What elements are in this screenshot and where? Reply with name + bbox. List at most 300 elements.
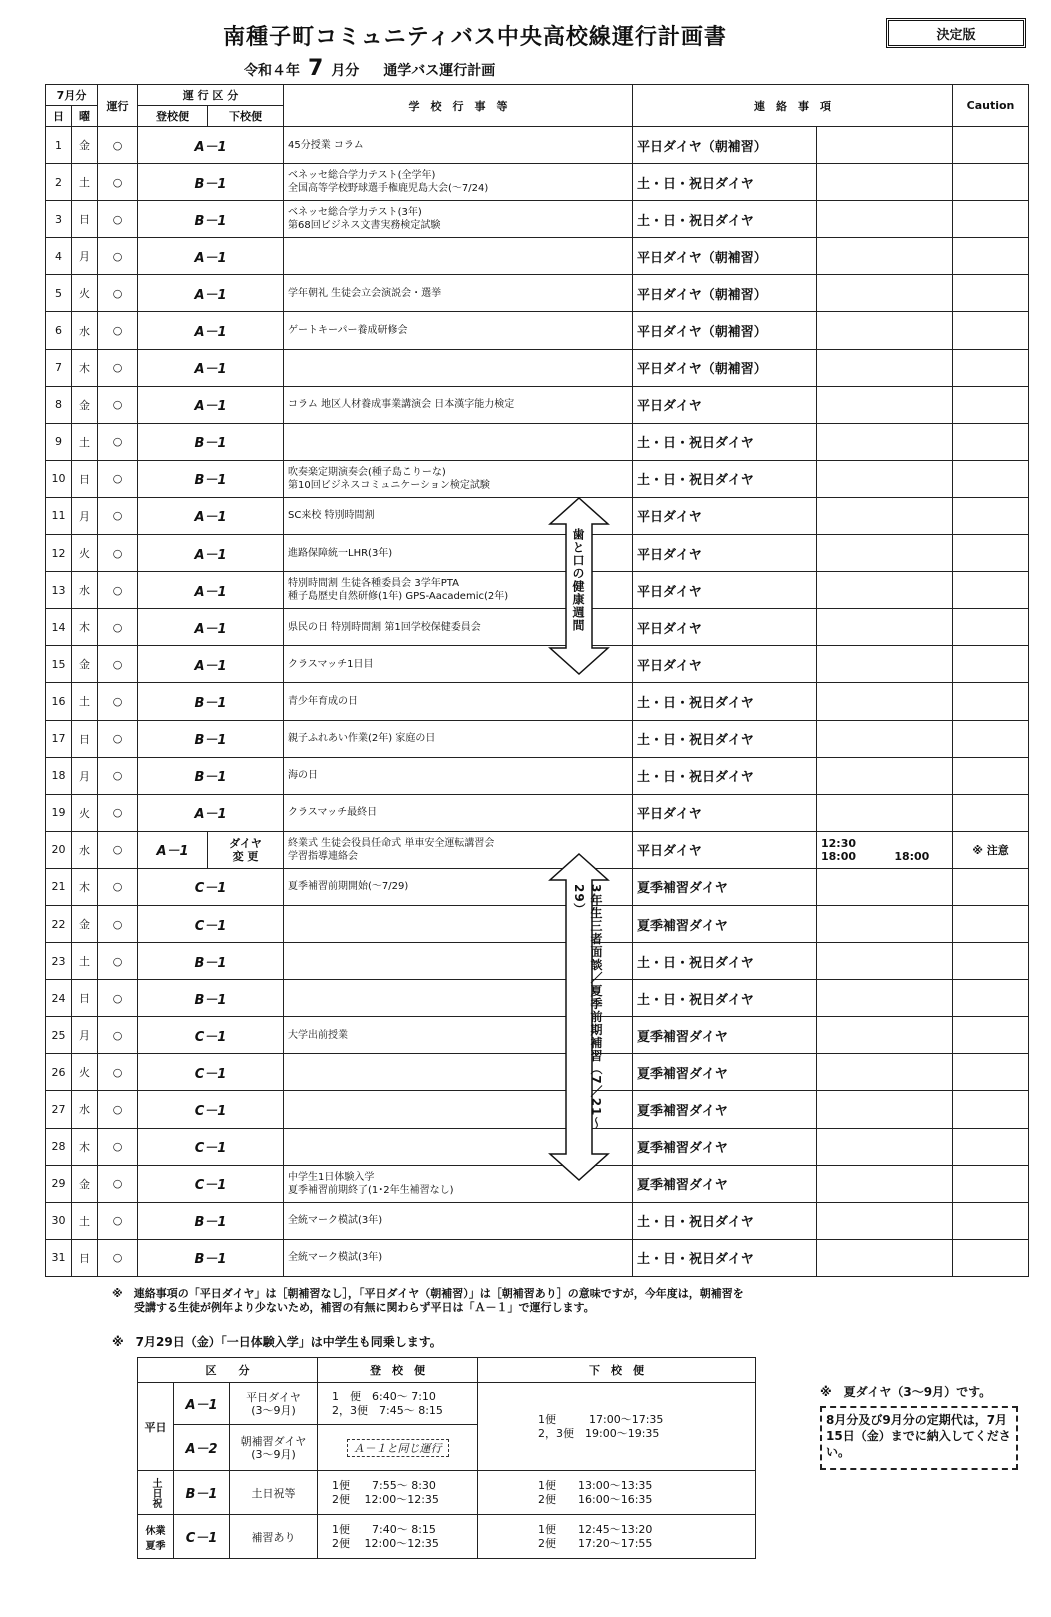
table-row bbox=[46, 1091, 1029, 1128]
health-week-label: 歯と口の健康週間 bbox=[571, 528, 585, 632]
day-cell: 5 bbox=[46, 275, 72, 312]
operation-cell: ○ bbox=[98, 535, 138, 572]
summer-note: ※ 夏ダイヤ（3～9月）です。 bbox=[820, 1385, 992, 1399]
day-cell: 24 bbox=[46, 980, 72, 1017]
diagram-cell: 夏季補習ダイヤ bbox=[633, 1017, 817, 1054]
day-cell: 30 bbox=[46, 1202, 72, 1239]
contact-note bbox=[817, 1202, 953, 1239]
event-line-1: コラム 地区人材養成事業講演会 日本漢字能力検定 bbox=[288, 399, 515, 411]
event-line-2: 全国高等学校野球選手権鹿児島大会(～7/24) bbox=[288, 183, 489, 195]
operation-cell: ○ bbox=[98, 386, 138, 423]
weekday-cell: 月 bbox=[72, 757, 98, 794]
route-code: B－1 bbox=[138, 164, 284, 201]
a1-to-times: 1 便 6:40～ 7:10 2，3便 7:45～ 8:15 bbox=[318, 1383, 478, 1425]
diagram-cell: 夏季補習ダイヤ bbox=[633, 1165, 817, 1202]
day-cell: 16 bbox=[46, 683, 72, 720]
route-code: C－1 bbox=[138, 1128, 284, 1165]
day-cell: 31 bbox=[46, 1239, 72, 1276]
table-row bbox=[46, 164, 1029, 201]
events-cell bbox=[284, 312, 633, 349]
operation-cell: ○ bbox=[98, 349, 138, 386]
operation-cell: ○ bbox=[98, 164, 138, 201]
caution-cell bbox=[953, 572, 1029, 609]
route-code: B－1 bbox=[138, 201, 284, 238]
route-code: B－1 bbox=[138, 683, 284, 720]
page-title: 南種子町コミュニティバス中央高校線運行計画書 bbox=[223, 25, 727, 50]
caution-cell bbox=[953, 868, 1029, 905]
contact-note bbox=[817, 572, 953, 609]
operation-cell: ○ bbox=[98, 460, 138, 497]
event-line-2: 第68回ビジネス文書実務検定試験 bbox=[288, 220, 441, 232]
contact-note bbox=[817, 497, 953, 534]
contact-note bbox=[817, 312, 953, 349]
contact-note bbox=[817, 905, 953, 942]
day-cell: 3 bbox=[46, 201, 72, 238]
route-code: A－1 bbox=[138, 646, 284, 683]
event-line-1: ベネッセ総合学力テスト(3年) bbox=[288, 207, 422, 219]
weekday-cell: 水 bbox=[72, 312, 98, 349]
caution-cell bbox=[953, 943, 1029, 980]
events-cell bbox=[284, 164, 633, 201]
day-cell: 23 bbox=[46, 943, 72, 980]
day-cell: 25 bbox=[46, 1017, 72, 1054]
event-line-2: 学習指導連絡会 bbox=[288, 850, 358, 862]
events-cell bbox=[284, 238, 633, 275]
diagram-cell: 土・日・祝日ダイヤ bbox=[633, 423, 817, 460]
table-row bbox=[46, 980, 1029, 1017]
note-line-2: 受講する生徒が例年より少ないため，補習の有無に関わらず平日は「Ａ－１」で運行します。 bbox=[112, 1301, 595, 1314]
diagram-cell: 夏季補習ダイヤ bbox=[633, 1091, 817, 1128]
weekday-cell: 水 bbox=[72, 1091, 98, 1128]
table-row bbox=[46, 1165, 1029, 1202]
month-number: 7 bbox=[308, 56, 324, 81]
contact-note bbox=[817, 757, 953, 794]
event-line-1: クラスマッチ最終日 bbox=[288, 807, 378, 819]
contact-note bbox=[817, 238, 953, 275]
operation-cell: ○ bbox=[98, 646, 138, 683]
caution-cell bbox=[953, 127, 1029, 164]
table-row bbox=[46, 127, 1029, 164]
operation-cell: ○ bbox=[98, 683, 138, 720]
operation-cell: ○ bbox=[98, 1091, 138, 1128]
table-row bbox=[46, 831, 1029, 868]
table-row bbox=[46, 757, 1029, 794]
diagram-cell: 夏季補習ダイヤ bbox=[633, 868, 817, 905]
operation-cell: ○ bbox=[98, 720, 138, 757]
weekday-cell: 土 bbox=[72, 683, 98, 720]
events-cell bbox=[284, 349, 633, 386]
contact-note bbox=[817, 1091, 953, 1128]
route-code: A－1 bbox=[138, 127, 284, 164]
diagram-cell: 平日ダイヤ（朝補習） bbox=[633, 312, 817, 349]
table-row bbox=[46, 1239, 1029, 1276]
events-cell bbox=[284, 127, 633, 164]
events-cell bbox=[284, 1202, 633, 1239]
table-row bbox=[46, 349, 1029, 386]
table-row bbox=[46, 201, 1029, 238]
events-cell bbox=[284, 794, 633, 831]
events-header: 学 校 行 事 等 bbox=[284, 85, 633, 127]
diagram-cell: 夏季補習ダイヤ bbox=[633, 1054, 817, 1091]
event-line-1: 学年朝礼 生徒会立会演説会・選挙 bbox=[288, 287, 442, 299]
operation-cell: ○ bbox=[98, 238, 138, 275]
day-cell: 8 bbox=[46, 386, 72, 423]
table-row bbox=[46, 1202, 1029, 1239]
diagram-cell: 土・日・祝日ダイヤ bbox=[633, 720, 817, 757]
b1-name: 土日祝等 bbox=[230, 1471, 318, 1515]
contact-note bbox=[817, 127, 953, 164]
operation-cell: ○ bbox=[98, 1202, 138, 1239]
weekday-cell: 金 bbox=[72, 905, 98, 942]
section-header: 運 行 区 分 bbox=[138, 85, 284, 106]
contact-note bbox=[817, 386, 953, 423]
plan-kind: 通学バス運行計画 bbox=[383, 63, 496, 79]
diagram-cell: 土・日・祝日ダイヤ bbox=[633, 164, 817, 201]
time-note: 12:30 18:00 18:00 bbox=[817, 831, 953, 868]
event-line-1: 進路保障統一LHR(3年) bbox=[288, 547, 393, 559]
contact-note bbox=[817, 1017, 953, 1054]
day-cell: 14 bbox=[46, 609, 72, 646]
event-line-1: ベネッセ総合学力テスト(全学年) bbox=[288, 170, 436, 182]
c1-to-times: 1便 7:40～ 8:15 2便 12:00～12:35 bbox=[318, 1515, 478, 1559]
weekday-cell: 土 bbox=[72, 943, 98, 980]
note-line-1: ※ 連絡事項の「平日ダイヤ」は［朝補習なし］，「平日ダイヤ（朝補習）」は［朝補習あり］の意味ですが，今年度は，朝補習を bbox=[112, 1287, 744, 1300]
caution-cell bbox=[953, 275, 1029, 312]
weekday-cell: 木 bbox=[72, 349, 98, 386]
route-code: A－1 bbox=[138, 386, 284, 423]
event-line-1: 全統マーク模試(3年) bbox=[288, 1215, 383, 1227]
day-cell: 11 bbox=[46, 497, 72, 534]
route-code: C－1 bbox=[138, 868, 284, 905]
to-school-header: 登校便 bbox=[138, 106, 208, 127]
table-row bbox=[46, 905, 1029, 942]
route-code: C－1 bbox=[138, 1054, 284, 1091]
weekday-cell: 日 bbox=[72, 720, 98, 757]
operation-cell: ○ bbox=[98, 275, 138, 312]
contact-note bbox=[817, 1239, 953, 1276]
table-row bbox=[46, 720, 1029, 757]
route-code: C－1 bbox=[138, 1165, 284, 1202]
table-row bbox=[46, 275, 1029, 312]
contact-note bbox=[817, 1128, 953, 1165]
event-line-1: 中学生1日体験入学 bbox=[288, 1171, 375, 1183]
route-code: C－1 bbox=[138, 1017, 284, 1054]
a1-name: 平日ダイヤ (3～9月) bbox=[230, 1383, 318, 1425]
contact-note bbox=[817, 609, 953, 646]
caution-cell bbox=[953, 460, 1029, 497]
event-line-1: 大学出前授業 bbox=[288, 1029, 348, 1041]
caution-cell bbox=[953, 794, 1029, 831]
event-line-1: SC来校 特別時間割 bbox=[288, 510, 375, 522]
weekday-cell: 水 bbox=[72, 572, 98, 609]
caution-cell bbox=[953, 905, 1029, 942]
diagram-cell: 土・日・祝日ダイヤ bbox=[633, 757, 817, 794]
sub-from-header: 下 校 便 bbox=[478, 1358, 756, 1383]
table-row bbox=[46, 386, 1029, 423]
diagram-cell: 夏季補習ダイヤ bbox=[633, 1128, 817, 1165]
operation-cell: ○ bbox=[98, 794, 138, 831]
event-line-1: 特別時間割 生徒各種委員会 3学年PTA bbox=[288, 578, 459, 590]
weekday-cell: 木 bbox=[72, 868, 98, 905]
contact-header: 連 絡 事 項 bbox=[633, 85, 953, 127]
route-code: A－1 bbox=[138, 312, 284, 349]
route-code: A－1 bbox=[138, 535, 284, 572]
note-line-3: ※ 7月29日（金）「一日体験入学」は中学生も同乗します。 bbox=[112, 1335, 442, 1349]
contact-note bbox=[817, 164, 953, 201]
caution-cell bbox=[953, 1054, 1029, 1091]
day-cell: 29 bbox=[46, 1165, 72, 1202]
day-header: 日 bbox=[46, 106, 72, 127]
route-code: C－1 bbox=[138, 1091, 284, 1128]
diagram-cell: 平日ダイヤ（朝補習） bbox=[633, 127, 817, 164]
weekday-cell: 日 bbox=[72, 980, 98, 1017]
diagram-cell: 平日ダイヤ bbox=[633, 572, 817, 609]
caution-cell bbox=[953, 423, 1029, 460]
weekday-cell: 土 bbox=[72, 1202, 98, 1239]
weekday-cell: 火 bbox=[72, 535, 98, 572]
table-row bbox=[46, 423, 1029, 460]
code-c1: C－1 bbox=[174, 1515, 230, 1559]
weekday-cell: 月 bbox=[72, 238, 98, 275]
events-cell bbox=[284, 683, 633, 720]
operation-cell: ○ bbox=[98, 905, 138, 942]
day-cell: 28 bbox=[46, 1128, 72, 1165]
page-subtitle bbox=[244, 56, 495, 81]
caution-cell bbox=[953, 1128, 1029, 1165]
weekday-cell: 火 bbox=[72, 275, 98, 312]
events-cell bbox=[284, 1239, 633, 1276]
caution-cell bbox=[953, 386, 1029, 423]
event-line-1: 県民の日 特別時間割 第1回学校保健委員会 bbox=[288, 621, 481, 633]
caution-header: Caution bbox=[953, 85, 1029, 127]
status-badge: 決定版 bbox=[886, 18, 1026, 48]
caution-cell bbox=[953, 980, 1029, 1017]
from-school-header: 下校便 bbox=[208, 106, 284, 127]
diagram-cell: 平日ダイヤ bbox=[633, 831, 817, 868]
event-line-1: 夏季補習前期開始(～7/29) bbox=[288, 881, 409, 893]
day-cell: 21 bbox=[46, 868, 72, 905]
weekday-header: 曜 bbox=[72, 106, 98, 127]
operation-cell: ○ bbox=[98, 757, 138, 794]
caution-cell bbox=[953, 1202, 1029, 1239]
table-row bbox=[46, 312, 1029, 349]
event-line-1: 終業式 生徒会役員任命式 単車安全運転講習会 bbox=[288, 837, 495, 849]
event-line-1: ゲートキーパー養成研修会 bbox=[288, 325, 408, 337]
route-code: B－1 bbox=[138, 460, 284, 497]
operation-cell: ○ bbox=[98, 423, 138, 460]
table-row bbox=[46, 1017, 1029, 1054]
caution-cell bbox=[953, 609, 1029, 646]
route-code: A－1 bbox=[138, 238, 284, 275]
route-code: C－1 bbox=[138, 905, 284, 942]
day-cell: 27 bbox=[46, 1091, 72, 1128]
operation-cell: ○ bbox=[98, 497, 138, 534]
weekday-label: 平日 bbox=[138, 1383, 174, 1471]
contact-note bbox=[817, 794, 953, 831]
contact-note bbox=[817, 943, 953, 980]
diagram-cell: 土・日・祝日ダイヤ bbox=[633, 683, 817, 720]
route-code: A－1 bbox=[138, 275, 284, 312]
diagram-cell: 平日ダイヤ bbox=[633, 646, 817, 683]
weekday-cell: 金 bbox=[72, 1165, 98, 1202]
table-row bbox=[46, 535, 1029, 572]
day-cell: 13 bbox=[46, 572, 72, 609]
route-code: A－1 bbox=[138, 609, 284, 646]
route-code: B－1 bbox=[138, 943, 284, 980]
weekday-cell: 日 bbox=[72, 201, 98, 238]
a2-to-note: Ａ－１と同じ運行 bbox=[318, 1425, 478, 1471]
diagram-cell: 平日ダイヤ（朝補習） bbox=[633, 238, 817, 275]
day-cell: 12 bbox=[46, 535, 72, 572]
weekday-cell: 木 bbox=[72, 609, 98, 646]
weekday-from-times: 1便 17:00～17:35 2，3便 19:00～19:35 bbox=[478, 1383, 756, 1471]
event-line-1: クラスマッチ1日目 bbox=[288, 658, 374, 670]
day-cell: 18 bbox=[46, 757, 72, 794]
operation-cell: ○ bbox=[98, 868, 138, 905]
event-line-2: 種子島歴史自然研修(1年) GPS-Aacademic(2年) bbox=[288, 591, 509, 603]
dia-change: ダイヤ 変 更 bbox=[208, 831, 284, 868]
operation-cell: ○ bbox=[98, 312, 138, 349]
month-suffix: 月分 bbox=[331, 63, 360, 79]
day-cell: 26 bbox=[46, 1054, 72, 1091]
day-cell: 19 bbox=[46, 794, 72, 831]
caution-cell bbox=[953, 497, 1029, 534]
operation-cell: ○ bbox=[98, 1017, 138, 1054]
weekday-cell: 金 bbox=[72, 386, 98, 423]
events-cell bbox=[284, 460, 633, 497]
day-cell: 1 bbox=[46, 127, 72, 164]
event-line-1: 親子ふれあい作業(2年) 家庭の日 bbox=[288, 733, 436, 745]
diagram-cell: 土・日・祝日ダイヤ bbox=[633, 201, 817, 238]
route-code: B－1 bbox=[138, 757, 284, 794]
table-row bbox=[46, 683, 1029, 720]
operation-cell: ○ bbox=[98, 127, 138, 164]
contact-note bbox=[817, 201, 953, 238]
operation-cell: ○ bbox=[98, 980, 138, 1017]
caution-cell bbox=[953, 535, 1029, 572]
event-line-1: 45分授業 コラム bbox=[288, 139, 364, 151]
contact-note bbox=[817, 1165, 953, 1202]
contact-note bbox=[817, 646, 953, 683]
event-line-2: 夏季補習前期終了(1･2年生補習なし) bbox=[288, 1184, 454, 1196]
weekday-cell: 金 bbox=[72, 127, 98, 164]
caution-cell bbox=[953, 201, 1029, 238]
summer-period-label: 3年生三者面談／夏季前期補習（7／21～29） bbox=[572, 884, 603, 1130]
diagram-cell: 土・日・祝日ダイヤ bbox=[633, 943, 817, 980]
table-row bbox=[46, 1128, 1029, 1165]
day-cell: 22 bbox=[46, 905, 72, 942]
code-b1: B－1 bbox=[174, 1471, 230, 1515]
caution-cell bbox=[953, 1165, 1029, 1202]
diagram-cell: 土・日・祝日ダイヤ bbox=[633, 1202, 817, 1239]
diagram-cell: 平日ダイヤ bbox=[633, 535, 817, 572]
events-cell bbox=[284, 386, 633, 423]
weekday-cell: 月 bbox=[72, 1017, 98, 1054]
route-code: B－1 bbox=[138, 423, 284, 460]
to-school-code: A－1 bbox=[138, 831, 208, 868]
c1-from-times: 1便 12:45～13:20 2便 17:20～17:55 bbox=[478, 1515, 756, 1559]
operation-cell: ○ bbox=[98, 609, 138, 646]
route-code: A－1 bbox=[138, 497, 284, 534]
contact-note bbox=[817, 423, 953, 460]
summer-label: 休業夏季 bbox=[138, 1515, 174, 1559]
sub-section-header: 区 分 bbox=[138, 1358, 318, 1383]
operation-cell: ○ bbox=[98, 572, 138, 609]
events-cell bbox=[284, 720, 633, 757]
caution-cell bbox=[953, 683, 1029, 720]
diagram-cell: 平日ダイヤ bbox=[633, 386, 817, 423]
events-cell bbox=[284, 275, 633, 312]
caution-cell bbox=[953, 757, 1029, 794]
table-row bbox=[46, 572, 1029, 609]
diagram-cell: 平日ダイヤ bbox=[633, 609, 817, 646]
diagram-cell: 平日ダイヤ bbox=[633, 794, 817, 831]
table-row bbox=[46, 238, 1029, 275]
contact-note bbox=[817, 275, 953, 312]
era-year: 令和４年 bbox=[244, 63, 300, 79]
diagram-cell: 平日ダイヤ bbox=[633, 497, 817, 534]
event-line-1: 全統マーク模試(3年) bbox=[288, 1252, 383, 1264]
route-code: B－1 bbox=[138, 1202, 284, 1239]
weekday-cell: 土 bbox=[72, 164, 98, 201]
operation-cell: ○ bbox=[98, 1054, 138, 1091]
operation-cell: ○ bbox=[98, 943, 138, 980]
caution-cell bbox=[953, 312, 1029, 349]
route-code: B－1 bbox=[138, 720, 284, 757]
events-cell bbox=[284, 757, 633, 794]
operation-cell: ○ bbox=[98, 1239, 138, 1276]
operation-header: 運行 bbox=[98, 85, 138, 127]
contact-note bbox=[817, 683, 953, 720]
timetable bbox=[137, 1357, 756, 1559]
caution-cell bbox=[953, 720, 1029, 757]
deadline-note: 8月分及び9月分の定期代は，7月15日（金）までに納入してください。 bbox=[820, 1406, 1018, 1470]
route-code: B－1 bbox=[138, 980, 284, 1017]
code-a1: A－1 bbox=[174, 1383, 230, 1425]
caution-cell bbox=[953, 1239, 1029, 1276]
caution-cell bbox=[953, 238, 1029, 275]
weekday-cell: 月 bbox=[72, 497, 98, 534]
route-code: A－1 bbox=[138, 349, 284, 386]
weekday-cell: 水 bbox=[72, 831, 98, 868]
day-cell: 15 bbox=[46, 646, 72, 683]
caution-cell bbox=[953, 164, 1029, 201]
diagram-cell: 夏季補習ダイヤ bbox=[633, 905, 817, 942]
table-row bbox=[46, 497, 1029, 534]
schedule-table bbox=[45, 84, 1029, 1277]
weekday-cell: 木 bbox=[72, 1128, 98, 1165]
weekday-cell: 火 bbox=[72, 794, 98, 831]
operation-cell: ○ bbox=[98, 1128, 138, 1165]
weekday-cell: 日 bbox=[72, 460, 98, 497]
b1-from-times: 1便 13:00～13:35 2便 16:00～16:35 bbox=[478, 1471, 756, 1515]
caution-cell bbox=[953, 1017, 1029, 1054]
contact-note bbox=[817, 868, 953, 905]
events-cell bbox=[284, 201, 633, 238]
diagram-cell: 平日ダイヤ（朝補習） bbox=[633, 349, 817, 386]
contact-note bbox=[817, 535, 953, 572]
schedule-rows bbox=[46, 127, 1029, 1277]
day-cell: 2 bbox=[46, 164, 72, 201]
contact-note bbox=[817, 980, 953, 1017]
weekday-cell: 金 bbox=[72, 646, 98, 683]
route-code: B－1 bbox=[138, 1239, 284, 1276]
route-code: A－1 bbox=[138, 794, 284, 831]
table-row bbox=[46, 460, 1029, 497]
diagram-cell: 土・日・祝日ダイヤ bbox=[633, 1239, 817, 1276]
contact-note bbox=[817, 720, 953, 757]
a2-name: 朝補習ダイヤ (3～9月) bbox=[230, 1425, 318, 1471]
